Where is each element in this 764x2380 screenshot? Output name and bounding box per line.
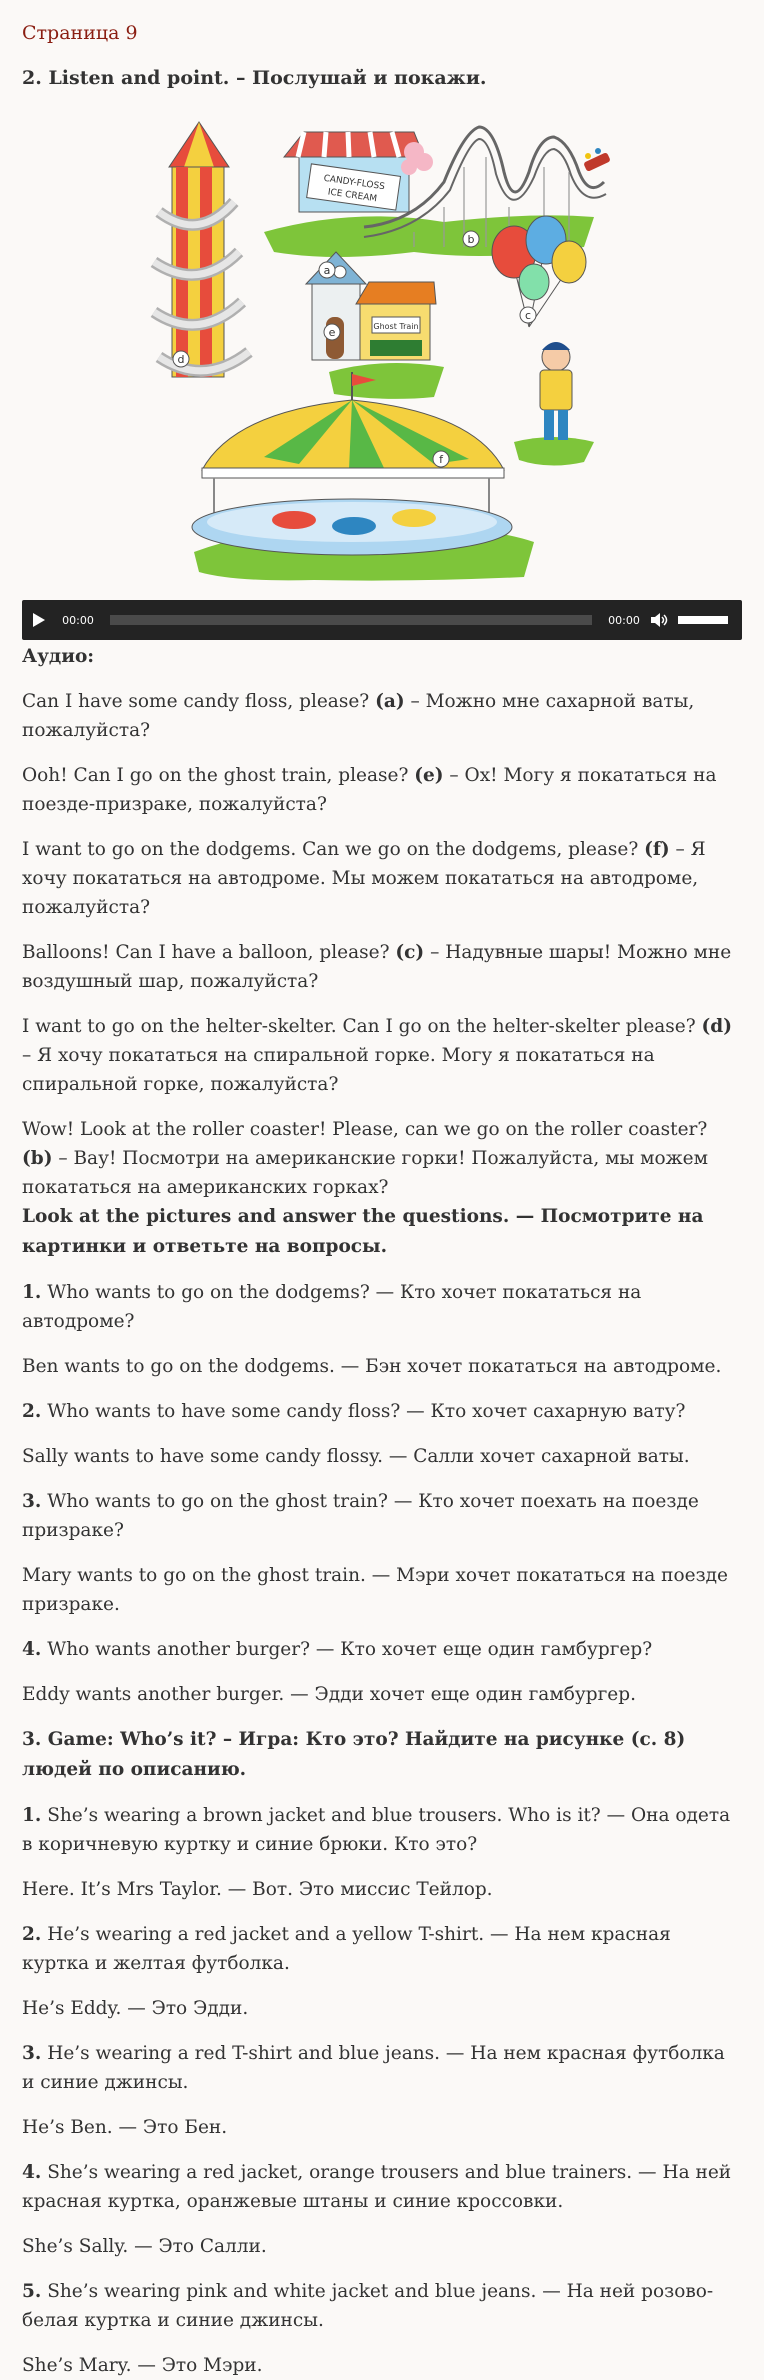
audio-line: I want to go on the dodgems. Can we go on the dodgems, please? (f) – Я хочу покататься на автодроме. Мы можем покататься на автодроме, пожалуйста? — [22, 839, 706, 918]
speaker-icon — [651, 612, 669, 628]
marker-d: d — [177, 353, 185, 366]
volume-slider[interactable] — [678, 616, 728, 624]
ghost-train-sign: Ghost Train — [373, 322, 419, 331]
current-time: 00:00 — [62, 613, 94, 627]
audio-line: I want to go on the helter-skelter. Can I go on the helter-skelter please? (d) – Я хочу покататься на спиральной горке. Могу я покататься на спиральной горке, пожалуйста? — [22, 1016, 732, 1095]
answer: She’s Sally. — Это Салли. — [22, 2236, 267, 2257]
exercise-3-heading: 3. Game: Who’s it? – Игра: Кто это? Найдите на рисунке (с. 8) людей по описанию. — [22, 1729, 686, 1780]
stall-sign-line2: ICE CREAM — [327, 187, 378, 205]
answer: Ben wants to go on the dodgems. — Бэн хочет покататься на автодроме. — [22, 1356, 722, 1377]
question: 2. Who wants to have some candy floss? — Кто хочет сахарную вату? — [22, 1401, 686, 1422]
progress-track[interactable] — [110, 615, 592, 625]
funfair-illustration — [114, 112, 650, 582]
question: 2. He’s wearing a red jacket and a yellow T-shirt. — На нем красная куртка и желтая футболка. — [22, 1924, 671, 1974]
marker-a: a — [323, 264, 331, 277]
marker-e: e — [328, 326, 336, 339]
question: 4. Who wants another burger? — Кто хочет еще один гамбургер? — [22, 1639, 653, 1660]
audio-line: Can I have some candy floss, please? (a) – Можно мне сахарной ваты, пожалуйста? — [22, 691, 695, 741]
answer: She’s Mary. — Это Мэри. — [22, 2355, 263, 2376]
audio-line: Wow! Look at the roller coaster! Please, can we go on the roller coaster? (b) – Вау! Посмотри на американские горки! Пожалуйста, мы можем покататься на американских горках? — [22, 1119, 708, 1198]
question: 1. Who wants to go on the dodgems? — Кто хочет покататься на автодроме? — [22, 1282, 642, 1332]
answer: He’s Ben. — Это Бен. — [22, 2117, 228, 2138]
answer: Sally wants to have some candy flossy. — Салли хочет сахарной ваты. — [22, 1446, 690, 1467]
audio-line: Balloons! Can I have a balloon, please? (c) – Надувные шары! Можно мне воздушный шар, пожалуйста? — [22, 942, 732, 992]
exercise-2-heading: 2. Listen and point. – Послушай и покажи. — [22, 67, 487, 89]
play-icon — [33, 613, 45, 627]
question: 3. Who wants to go on the ghost train? — Кто хочет поехать на поезде призраке? — [22, 1491, 699, 1541]
question: 1. She’s wearing a brown jacket and blue trousers. Who is it? — Она одета в коричневую куртку и синие брюки. Кто это? — [22, 1805, 731, 1855]
answer: Here. It’s Mrs Taylor. — Вот. Это миссис Тейлор. — [22, 1879, 493, 1900]
audio-player — [22, 600, 742, 640]
marker-b: b — [467, 233, 475, 246]
answer: He’s Eddy. — Это Эдди. — [22, 1998, 249, 2019]
answer: Mary wants to go on the ghost train. — Мэри хочет покататься на поезде призраке. — [22, 1565, 728, 1615]
audio-line: Ooh! Can I go on the ghost train, please? (e) – Ох! Могу я покататься на поезде-призраке, пожалуйста? — [22, 765, 717, 815]
volume-fill — [678, 616, 728, 624]
total-time: 00:00 — [608, 613, 640, 627]
look-heading: Look at the pictures and answer the questions. — Посмотрите на картинки и ответьте на вопросы. — [22, 1206, 704, 1257]
question: 5. She’s wearing pink and white jacket and blue jeans. — На ней розово-белая куртка и синие джинсы. — [22, 2281, 714, 2331]
question: 4. She’s wearing a red jacket, orange trousers and blue trainers. — На ней красная куртка, оранжевые штаны и синие кроссовки. — [22, 2162, 732, 2212]
marker-c: c — [524, 309, 532, 322]
audio-label: Аудио: — [22, 646, 95, 667]
mute-button[interactable] — [646, 600, 674, 640]
answer: Eddy wants another burger. — Эдди хочет еще один гамбургер. — [22, 1684, 636, 1705]
marker-f: f — [439, 453, 443, 466]
page-title: Страница 9 — [22, 22, 138, 44]
stall-sign-line1: CANDY-FLOSS — [322, 173, 386, 193]
question: 3. He’s wearing a red T-shirt and blue jeans. — На нем красная футболка и синие джинсы. — [22, 2043, 725, 2093]
play-button[interactable] — [22, 600, 56, 640]
